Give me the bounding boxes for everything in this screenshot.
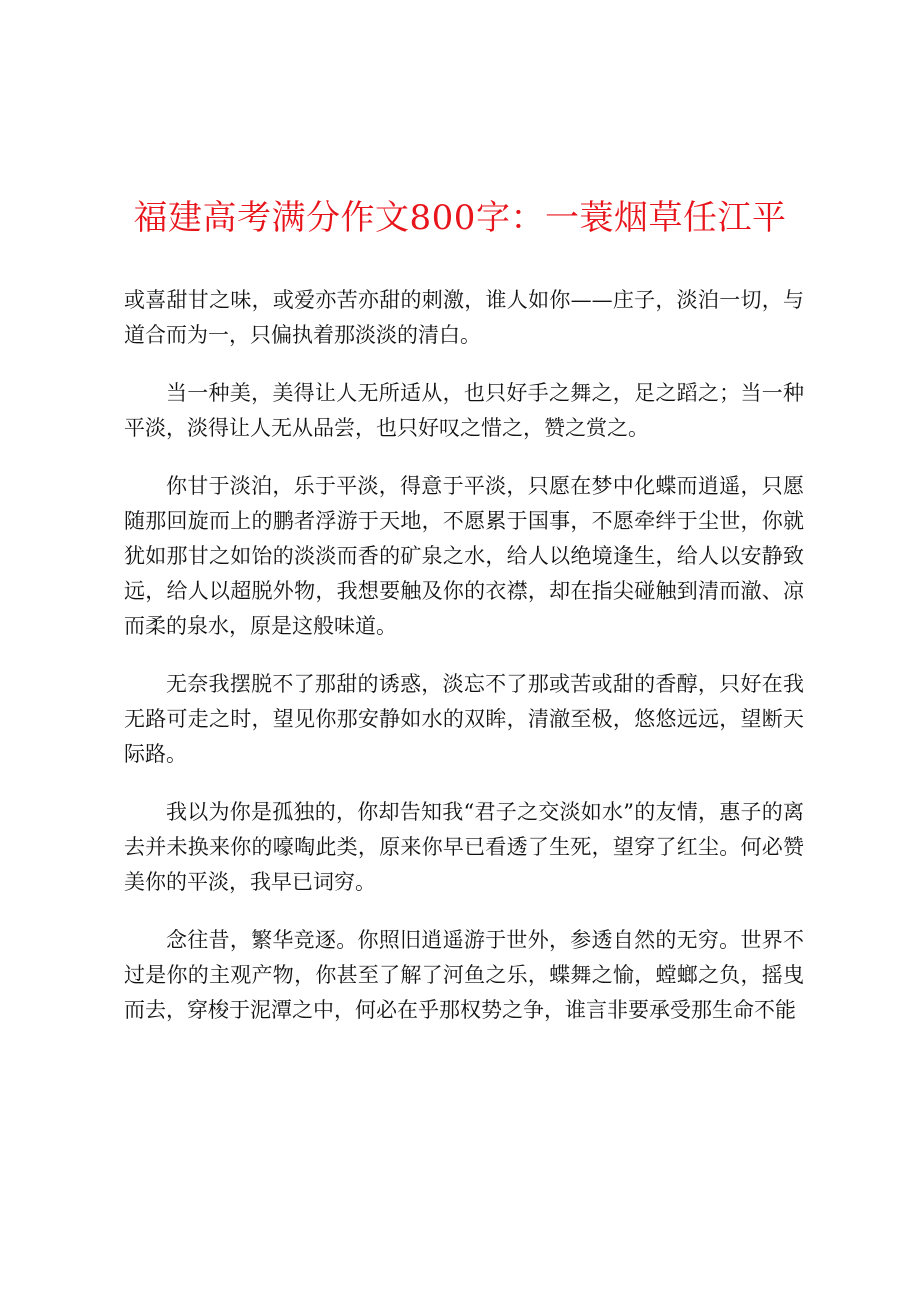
paragraph-3: 你甘于淡泊，乐于平淡，得意于平淡，只愿在梦中化蝶而逍遥，只愿随那回旋而上的鹏者浮游于天地，不愿累于国事，不愿牵绊于尘世，你就犹如那甘之如饴的淡淡而香的矿泉之水，给人以绝境逢生，给人以安静致远，给人以超脱外物，我想要触及你的衣襟，却在指尖碰触到清而澈、凉而柔的泉水，原是这般味道。: [124, 474, 804, 638]
paragraph-5: 我以为你是孤独的，你却告知我“君子之交淡如水”的友情，惠子的离去并未换来你的嚎啕此类，原来你早已看透了生死，望穿了红尘。何必赞美你的平淡，我早已词穷。: [124, 800, 804, 894]
paragraph-1: 或喜甜甘之味，或爱亦苦亦甜的刺激，谁人如你——庄子，淡泊一切，与道合而为一，只偏执着那淡淡的清白。: [124, 288, 804, 347]
document-body: [124, 283, 804, 1051]
paragraph-2: 当一种美，美得让人无所适从，也只好手之舞之，足之蹈之；当一种平淡，淡得让人无从品尝，也只好叹之惜之，赞之赏之。: [124, 381, 804, 440]
document-title: 福建高考满分作文800字：一蓑烟草任江平: [133, 198, 787, 238]
paragraph-6: 念往昔，繁华竞逐。你照旧逍遥游于世外，参透自然的无穷。世界不过是你的主观产物，你甚至了解了河鱼之乐，蝶舞之愉，螳螂之负，摇曳而去，穿梭于泥潭之中，何必在乎那权势之争，谁言非要承受那生命不能: [124, 928, 804, 1022]
paragraph-4: 无奈我摆脱不了那甜的诱惑，淡忘不了那或苦或甜的香醇，只好在我无路可走之时，望见你那安静如水的双眸，清澈至极，悠悠远远，望断天际路。: [124, 672, 804, 766]
